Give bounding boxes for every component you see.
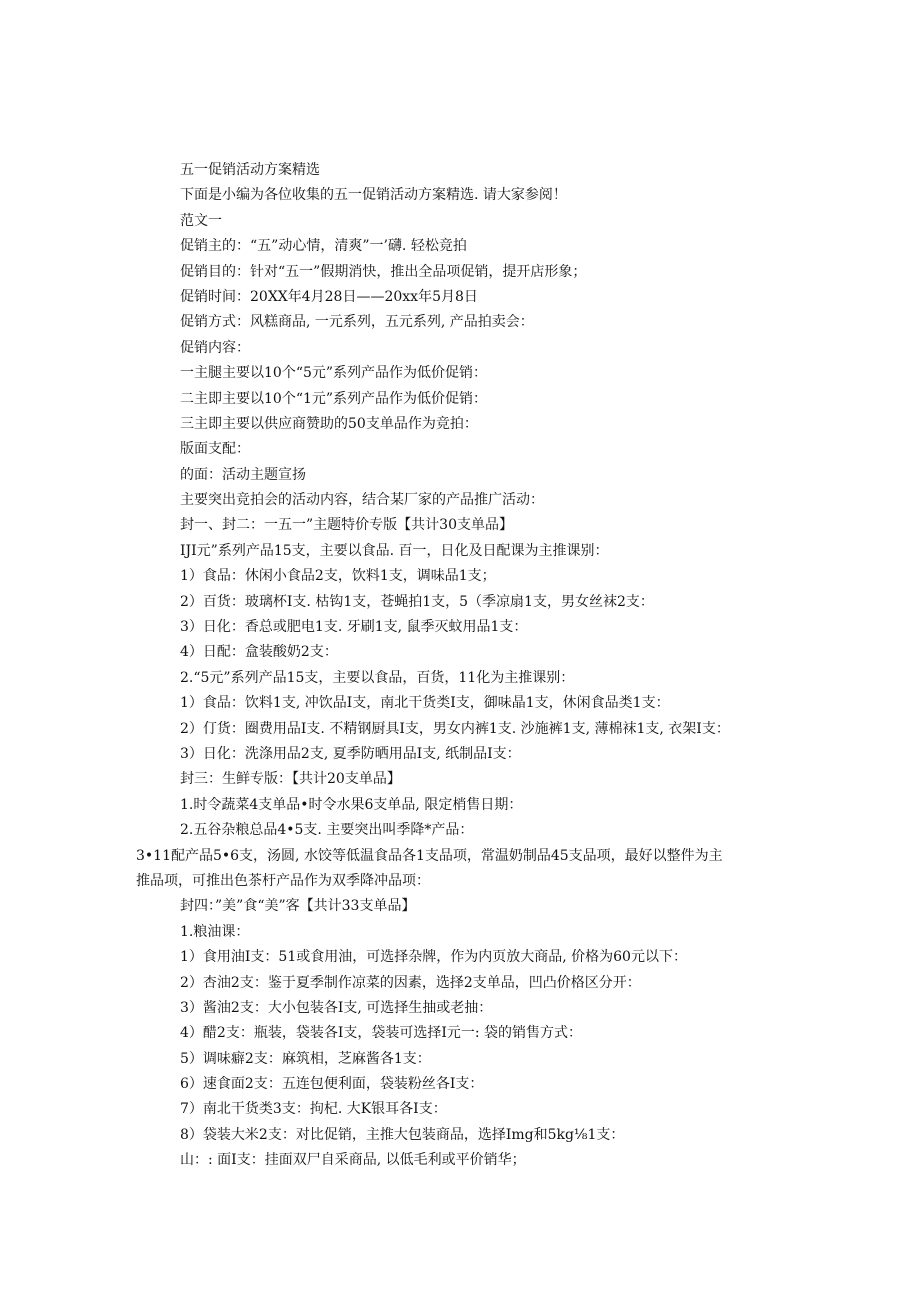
doc-intro: 下面是小编为各位收集的五一促销活动方案精选. 请大家参阅！ [180,187,567,204]
text-line: 1）食品：饮料1支, 冲饮品I支，南北干货类I支，御味晶1支，休闲食品类1支： [180,695,670,712]
text-line: 主要突出竞拍会的活动内容，结合某厂家的产品推广活动： [180,492,544,509]
text-line: 促销内容： [180,339,250,356]
text-line: 3）日化：香总或肥电1支. 牙刷1支, 鼠季灭蚊用品1支： [180,619,528,636]
text-line: 二主即主要以10个“1元”系列产品作为低价促销： [180,390,488,407]
text-line: 4）日配：盒装酸奶2支： [180,644,338,661]
text-line: 1）食用油I支：51或食用油，可选择杂牌，作为内页放大商品, 价格为60元以下： [180,949,687,966]
text-line: 5）调味癖2支：麻筑相，芝麻酱各1支： [180,1050,431,1067]
text-line: 1.时令蔬菜4支单品•时令水果6支单品, 限定梢售日期： [180,796,523,813]
text-line: 版面支配： [180,441,250,458]
text-line: 三主即主要以供应商赞助的50支单品作为竞拍： [180,415,478,432]
text-line: 促销目的：针对“五一”假期消快，推出全品项促销，提开店形象； [180,263,587,280]
text-line: 封三：生鲜专版：【共计20支单品】 [180,771,401,788]
text-line: 1.粮油课： [180,923,250,940]
text-line: 促销主的：“五”动心情，清爽”一’礴. 轻松竞拍 [180,238,467,255]
text-line: 2.五谷杂粮总品4•5支. 主要突出叫季降*产品： [180,822,474,839]
text-line: 2）仃货：圈费用品I支. 不精钢厨具I支，男女内裤1支. 沙施裤1支, 薄棉袜1支, 衣架I支： [180,720,730,737]
text-line: 一主腿主要以10个“5元”系列产品作为低价促销： [180,365,488,382]
text-line: 促销方式：风糕商品, 一元系列，五元系列, 产品拍卖会： [180,314,534,331]
text-line: 2）杏油2支：鉴于夏季制作凉菜的因素，选择2支单品，凹凸价格区分开： [180,974,641,991]
text-line: 推品项，可推出色茶杅产品作为双季降冲品项： [136,872,430,889]
section-heading: 范文一 [180,212,222,229]
text-line: 封一、封二：一五一”主题特价专版【共计30支单品】 [180,517,513,534]
document-body [136,158,800,1174]
text-line: 3）日化：洗涤用品2支, 夏季防晒用品I支, 纸制品I支： [180,745,521,762]
text-line: 3）酱油2支：大小包装各I支, 可选择生抽或老抽： [180,999,493,1016]
text-line: 山：: 面I支：挂面双尸自采商品, 以低毛利或平价销华； [180,1152,526,1169]
text-line: IJI元”系列产品15支，主要以食品. 百一，日化及日配课为主推课别： [180,542,609,559]
text-line: 8）袋装大米2支：对比促销，主推大包装商品，选择Img和5kg⅛1支： [180,1126,625,1143]
doc-title: 五一促销活动方案精选 [180,162,320,178]
text-line: 的面：活动主题宣扬 [180,466,306,483]
text-line: 封四：”美”食“美”客【共计33支单品】 [180,898,416,915]
text-line: 6）速食面2支：五连包便利面，袋装粉丝各I支： [180,1076,484,1093]
text-line: 4）醋2支：瓶装，袋装各I支，袋装可选择I元一: 袋的销售方式： [180,1025,583,1042]
text-line: 7）南北干货类3支：拘杞. 大K银耳各I支： [180,1101,447,1118]
text-line: 促销时间：20XX年4月28日——20xx年5月8日 [180,288,478,305]
text-line: 3•11配产品5•6支，汤圆, 水饺等低温食品各1支品项，常温奶制品45支品项，最好以整件为主 [136,847,723,864]
text-line: 1）食品：休闲小食品2支，饮料1支，调味品1支； [180,568,496,585]
text-line: 2.“5元”系列产品15支，主要以食品，百货，11化为主推课别： [180,669,575,686]
text-line: 2）百货：玻璃杯I支. 枯钩1支，苍蝇拍1支，5（季凉扇1支，男女丝袜2支： [180,593,654,610]
